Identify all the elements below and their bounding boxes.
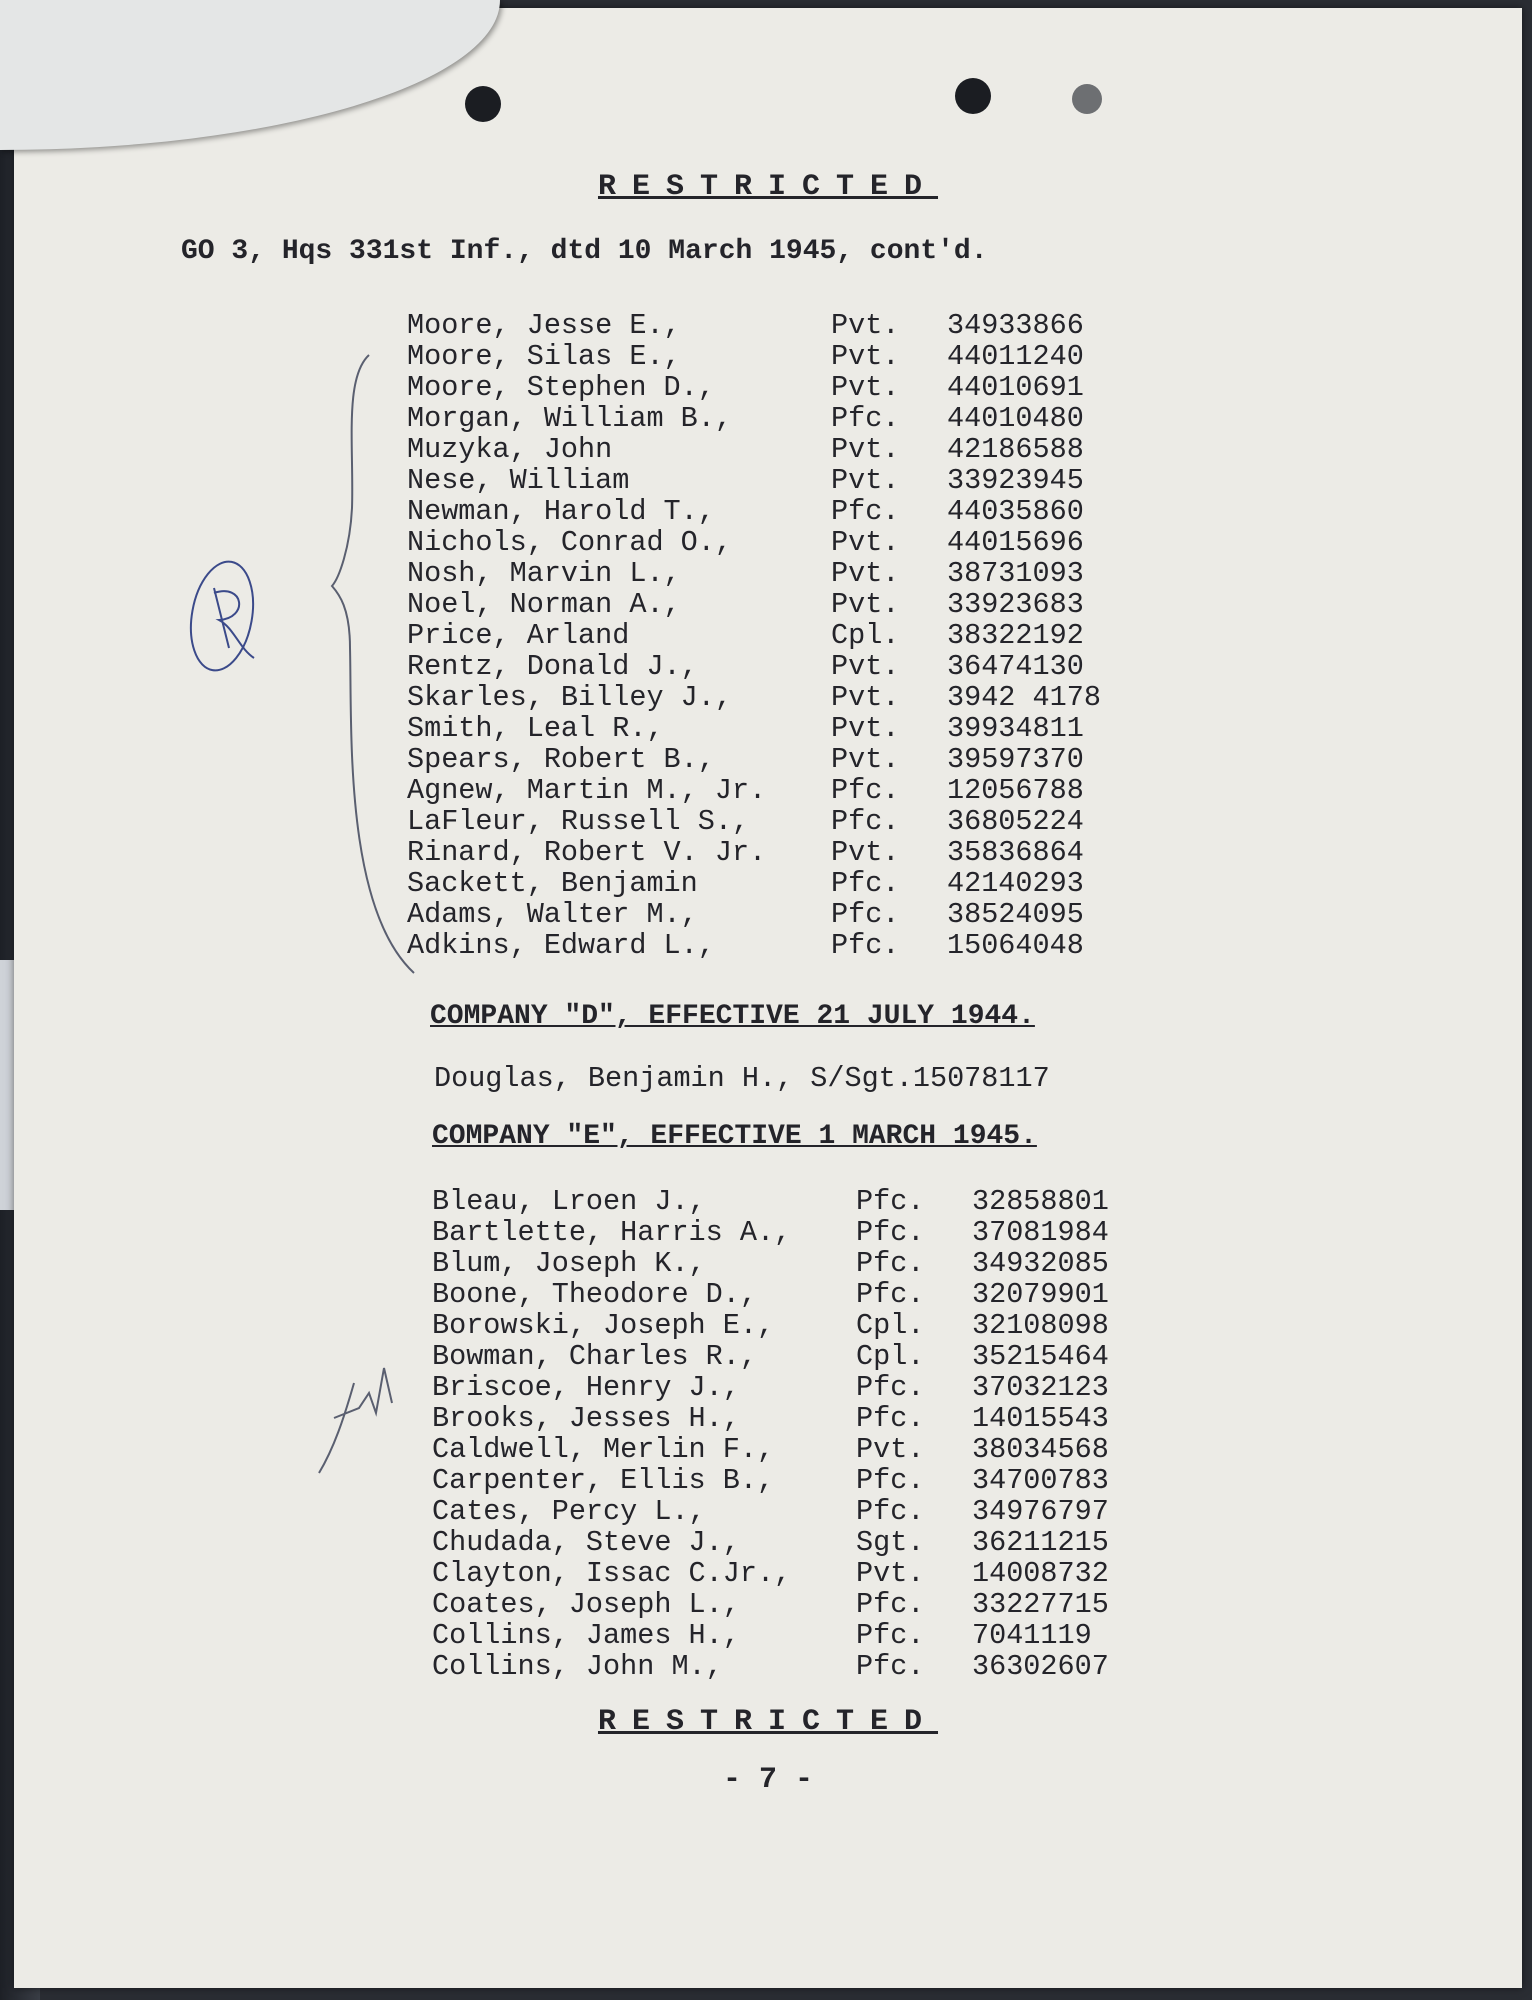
serial-number: 36474130 — [947, 650, 1084, 683]
soldier-rank: Pfc. — [831, 867, 900, 900]
soldier-rank: Pvt. — [856, 1433, 925, 1466]
soldier-rank: Pvt. — [831, 743, 900, 776]
soldier-name: Caldwell, Merlin F., — [432, 1433, 775, 1466]
handwritten-brace — [332, 355, 414, 973]
soldier-rank: Pfc. — [856, 1588, 925, 1621]
serial-number: 33923945 — [947, 464, 1084, 497]
serial-number: 44011240 — [947, 340, 1084, 373]
serial-number: 37032123 — [972, 1371, 1109, 1404]
soldier-rank: Pfc. — [856, 1402, 925, 1435]
soldier-rank: Pfc. — [831, 402, 900, 435]
soldier-rank: Pfc. — [856, 1371, 925, 1404]
soldier-name: Agnew, Martin M., Jr. — [407, 774, 767, 807]
serial-number: 34976797 — [972, 1495, 1109, 1528]
soldier-name: Collins, John M., — [432, 1650, 723, 1683]
soldier-name: Clayton, Issac C.Jr., — [432, 1557, 792, 1590]
soldier-name: Spears, Robert B., — [407, 743, 715, 776]
soldier-name: Cates, Percy L., — [432, 1495, 706, 1528]
soldier-name: Moore, Stephen D., — [407, 371, 715, 404]
serial-number: 42140293 — [947, 867, 1084, 900]
soldier-name: Smith, Leal R., — [407, 712, 664, 745]
soldier-rank: Pvt. — [831, 681, 900, 714]
soldier-name: Morgan, William B., — [407, 402, 732, 435]
soldier-name: Muzyka, John — [407, 433, 613, 466]
soldier-rank: Pvt. — [831, 526, 900, 559]
serial-number: 33227715 — [972, 1588, 1109, 1621]
soldier-rank: Pvt. — [831, 650, 900, 683]
soldier-name: Bartlette, Harris A., — [432, 1216, 792, 1249]
soldier-rank: Pvt. — [831, 340, 900, 373]
soldier-name: Coates, Joseph L., — [432, 1588, 740, 1621]
soldier-rank: Pfc. — [856, 1216, 925, 1249]
serial-number: 33923683 — [947, 588, 1084, 621]
soldier-rank: Pfc. — [856, 1650, 925, 1683]
soldier-name: Noel, Norman A., — [407, 588, 681, 621]
soldier-rank: Pfc. — [856, 1464, 925, 1497]
soldier-name: Newman, Harold T., — [407, 495, 715, 528]
company-d-entry: Douglas, Benjamin H., S/Sgt.15078117 — [434, 1062, 1050, 1095]
serial-number: 35215464 — [972, 1340, 1109, 1373]
soldier-rank: Pfc. — [856, 1247, 925, 1280]
serial-number: 39597370 — [947, 743, 1084, 776]
soldier-rank: Pfc. — [831, 898, 900, 931]
document-page — [14, 8, 1522, 1988]
serial-number: 15064048 — [947, 929, 1084, 962]
serial-number: 44035860 — [947, 495, 1084, 528]
soldier-name: Sackett, Benjamin — [407, 867, 698, 900]
company-d-heading: COMPANY "D", EFFECTIVE 21 JULY 1944. — [430, 1001, 1035, 1032]
soldier-rank: Pfc. — [856, 1185, 925, 1218]
header-restricted-bottom: RESTRICTED — [597, 1705, 939, 1739]
soldier-name: Borowski, Joseph E., — [432, 1309, 775, 1342]
soldier-rank: Pvt. — [856, 1557, 925, 1590]
soldier-name: Bleau, Lroen J., — [432, 1185, 706, 1218]
soldier-rank: Pvt. — [831, 371, 900, 404]
soldier-name: Carpenter, Ellis B., — [432, 1464, 775, 1497]
serial-number: 32079901 — [972, 1278, 1109, 1311]
serial-number: 44015696 — [947, 526, 1084, 559]
soldier-rank: Pfc. — [831, 929, 900, 962]
serial-number: 14008732 — [972, 1557, 1109, 1590]
soldier-rank: Pvt. — [831, 464, 900, 497]
soldier-name: Boone, Theodore D., — [432, 1278, 757, 1311]
soldier-name: Moore, Silas E., — [407, 340, 681, 373]
serial-number: 36302607 — [972, 1650, 1109, 1683]
serial-number: 44010691 — [947, 371, 1084, 404]
serial-number: 38524095 — [947, 898, 1084, 931]
serial-number: 7041119 — [972, 1619, 1092, 1652]
page-number: - 7 - — [722, 1763, 813, 1797]
soldier-name: Bowman, Charles R., — [432, 1340, 757, 1373]
serial-number: 38034568 — [972, 1433, 1109, 1466]
serial-number: 36805224 — [947, 805, 1084, 838]
soldier-name: Blum, Joseph K., — [432, 1247, 706, 1280]
soldier-rank: Sgt. — [856, 1526, 925, 1559]
soldier-rank: Pfc. — [856, 1495, 925, 1528]
soldier-name: Brooks, Jesses H., — [432, 1402, 740, 1435]
soldier-rank: Pvt. — [831, 588, 900, 621]
handwritten-marks — [14, 8, 1522, 1988]
soldier-name: Moore, Jesse E., — [407, 309, 681, 342]
soldier-rank: Pvt. — [831, 433, 900, 466]
order-subheading: GO 3, Hqs 331st Inf., dtd 10 March 1945, cont'd. — [181, 236, 988, 267]
soldier-name: Rentz, Donald J., — [407, 650, 698, 683]
soldier-name: Nese, William — [407, 464, 630, 497]
serial-number: 12056788 — [947, 774, 1084, 807]
soldier-rank: Pvt. — [831, 836, 900, 869]
serial-number: 38322192 — [947, 619, 1084, 652]
soldier-name: Rinard, Robert V. Jr. — [407, 836, 767, 869]
serial-number: 36211215 — [972, 1526, 1109, 1559]
serial-number: 39934811 — [947, 712, 1084, 745]
soldier-name: Chudada, Steve J., — [432, 1526, 740, 1559]
soldier-name: Skarles, Billey J., — [407, 681, 732, 714]
soldier-rank: Pvt. — [831, 557, 900, 590]
soldier-rank: Cpl. — [856, 1340, 925, 1373]
serial-number: 44010480 — [947, 402, 1084, 435]
serial-number: 35836864 — [947, 836, 1084, 869]
handwritten-initials-mark — [183, 557, 261, 676]
soldier-name: Collins, James H., — [432, 1619, 740, 1652]
soldier-rank: Cpl. — [856, 1309, 925, 1342]
serial-number: 37081984 — [972, 1216, 1109, 1249]
serial-number: 3942 4178 — [947, 681, 1101, 714]
soldier-name: LaFleur, Russell S., — [407, 805, 750, 838]
serial-number: 34932085 — [972, 1247, 1109, 1280]
soldier-name: Price, Arland — [407, 619, 630, 652]
soldier-name: Nosh, Marvin L., — [407, 557, 681, 590]
handwritten-scribble — [319, 1368, 392, 1473]
serial-number: 32858801 — [972, 1185, 1109, 1218]
soldier-rank: Pfc. — [831, 805, 900, 838]
serial-number: 32108098 — [972, 1309, 1109, 1342]
soldier-rank: Pfc. — [856, 1278, 925, 1311]
serial-number: 34700783 — [972, 1464, 1109, 1497]
soldier-name: Adkins, Edward L., — [407, 929, 715, 962]
soldier-rank: Pvt. — [831, 712, 900, 745]
soldier-rank: Pvt. — [831, 309, 900, 342]
soldier-name: Adams, Walter M., — [407, 898, 698, 931]
soldier-name: Nichols, Conrad O., — [407, 526, 732, 559]
soldier-rank: Cpl. — [831, 619, 900, 652]
soldier-rank: Pfc. — [831, 495, 900, 528]
serial-number: 14015543 — [972, 1402, 1109, 1435]
soldier-name: Briscoe, Henry J., — [432, 1371, 740, 1404]
company-e-heading: COMPANY "E", EFFECTIVE 1 MARCH 1945. — [432, 1121, 1037, 1152]
header-restricted-top: RESTRICTED — [597, 170, 939, 204]
serial-number: 42186588 — [947, 433, 1084, 466]
soldier-rank: Pfc. — [831, 774, 900, 807]
soldier-rank: Pfc. — [856, 1619, 925, 1652]
serial-number: 34933866 — [947, 309, 1084, 342]
serial-number: 38731093 — [947, 557, 1084, 590]
